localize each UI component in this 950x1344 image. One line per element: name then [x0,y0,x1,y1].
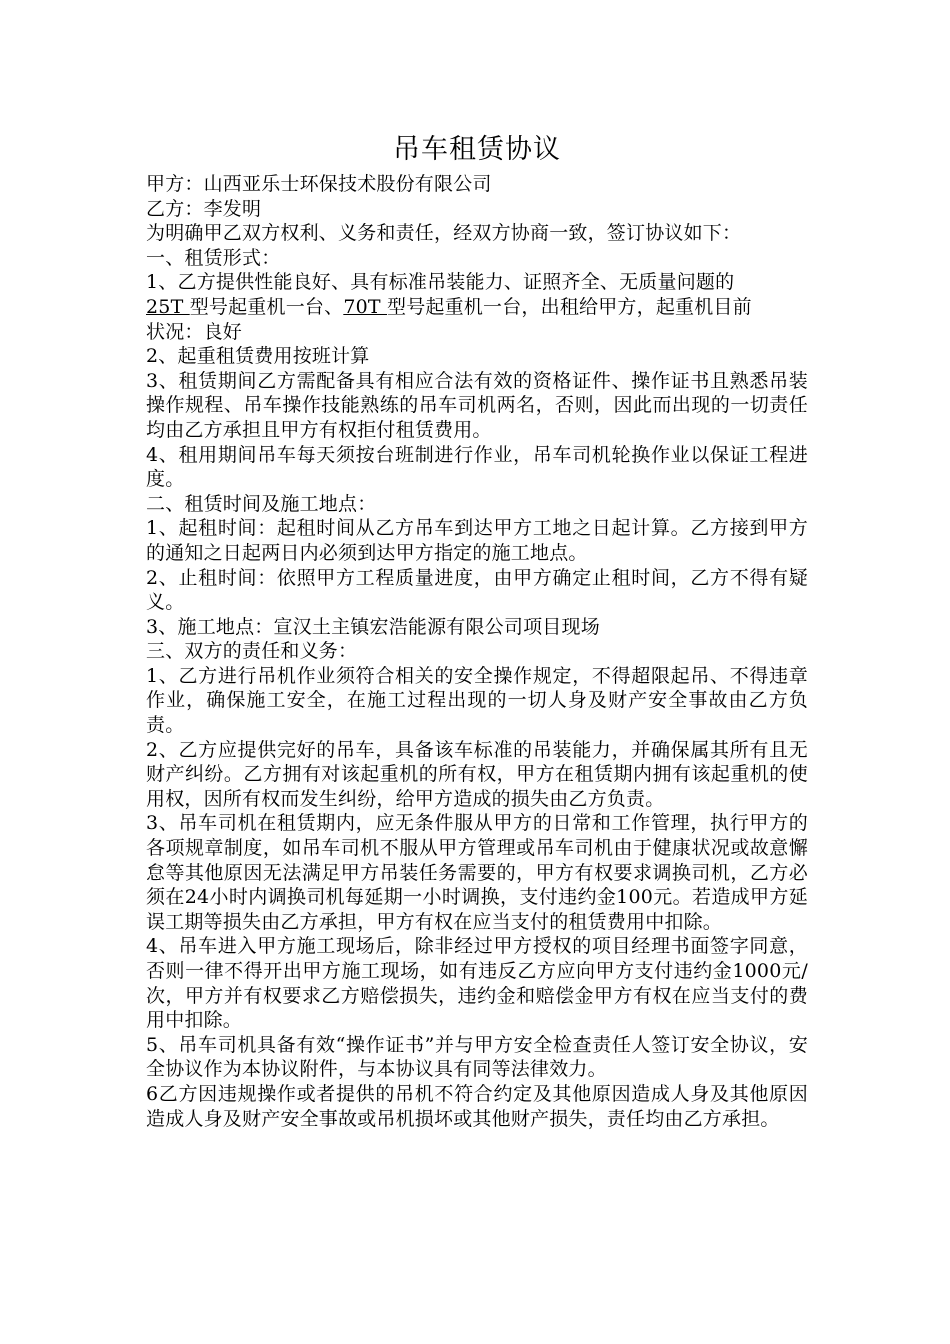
section-3-item-2: 2、乙方应提供完好的吊车，具备该车标准的吊装能力，并确保属其所有且无财产纠纷。乙方拥有对该起重机的所有权，甲方在租赁期内拥有该起重机的使用权，因所有权而发生纠纷，给甲方造成的损失由乙方负责。 [146,738,808,810]
section-3-item-3: 3、吊车司机在租赁期内，应无条件服从甲方的日常和工作管理，执行甲方的各项规章制度，如吊车司机不服从甲方管理或吊车司机由于健康状况或故意懈怠等其他原因无法满足甲方吊装任务需要的，甲方有权要求调换司机，乙方必须在24小时内调换司机每延期一小时调换，支付违约金100元。若造成甲方延误工期等损失由乙方承担，甲方有权在应当支付的租赁费用中扣除。 [146,812,808,933]
section-3-item-6: 6乙方因违规操作或者提供的吊机不符合约定及其他原因造成人身及其他原因造成人身及财产安全事故或吊机损坏或其他财产损失，责任均由乙方承担。 [146,1082,808,1130]
item-1-line-1: 1、乙方提供性能良好、具有标准吊装能力、证照齐全、无质量问题的 [146,271,735,294]
party-a: 甲方：山西亚乐士环保技术股份有限公司 [146,173,492,195]
section-2-item-3: 3、施工地点：宣汉土主镇宏浩能源有限公司项目现场 [146,615,600,638]
section-1-item-2: 2、起重租赁费用按班计算 [146,345,370,368]
document-title: 吊车租赁协议 [393,134,561,165]
item-1-text-1: 型号起重机一台、 [189,295,344,318]
crane-25t-model: 25T [146,295,190,318]
section-3-item-1: 1、乙方进行吊机作业须符合相关的安全操作规定，不得超限起吊、不得违章作业，确保施工安全，在施工过程出现的一切人身及财产安全事故由乙方负责。 [146,664,808,737]
item-1-text-2: 型号起重机一台，出租给甲方，起重机目前 [387,295,752,318]
intro-paragraph: 为明确甲乙双方权利、义务和责任，经双方协商一致，签订协议如下： [146,222,742,245]
item-1-status: 状况：良好 [146,320,243,343]
section-1-heading: 一、租赁形式： [146,246,281,269]
section-3-heading: 三、双方的责任和义务： [146,640,358,663]
section-1-item-3: 3、租赁期间乙方需配备具有相应合法有效的资格证件、操作证书且熟悉吊装操作规程、吊车操作技能熟练的吊车司机两名，否则，因此而出现的一切责任均由乙方承担且甲方有权拒付租赁费用。 [146,369,808,441]
section-1-item-1 [146,270,808,344]
document-page [146,128,808,1131]
section-1-item-4: 4、租用期间吊车每天须按台班制进行作业，吊车司机轮换作业以保证工程进度。 [146,443,808,491]
crane-70t-model: 70T [343,295,388,318]
section-3-item-5: 5、吊车司机具备有效“操作证书”并与甲方安全检查责任人签订安全协议，安全协议作为本协议附件，与本协议具有同等法律效力。 [146,1033,808,1081]
section-2-item-2: 2、止租时间：依照甲方工程质量进度，由甲方确定止租时间，乙方不得有疑义。 [146,566,808,614]
party-b: 乙方：李发明 [146,197,262,220]
section-2-item-1: 1、起租时间：起租时间从乙方吊车到达甲方工地之日起计算。乙方接到甲方的通知之日起两日内必须到达甲方指定的施工地点。 [146,517,808,564]
section-2-heading: 二、租赁时间及施工地点： [146,492,377,515]
section-3-item-4: 4、吊车进入甲方施工现场后，除非经过甲方授权的项目经理书面签字同意，否则一律不得开出甲方施工现场，如有违反乙方应向甲方支付违约金1000元/次，甲方并有权要求乙方赔偿损失，违约金和赔偿金甲方有权在应当支付的费用中扣除。 [146,935,808,1032]
